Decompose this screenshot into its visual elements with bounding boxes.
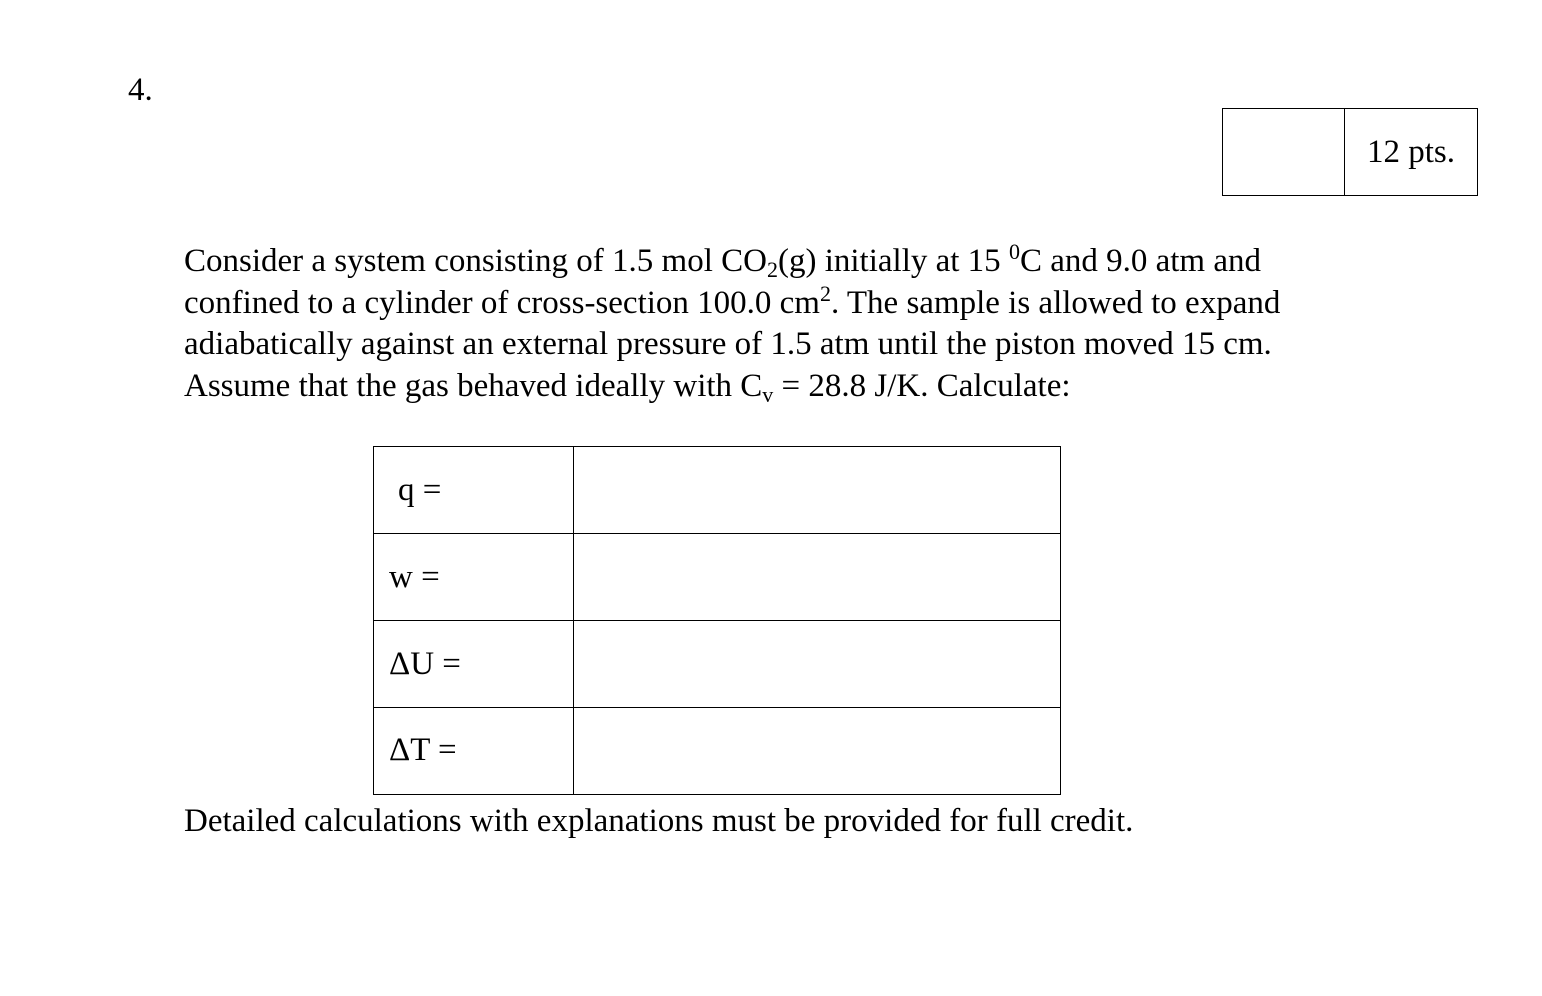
score-box bbox=[1222, 108, 1478, 196]
delta-t-answer-field[interactable] bbox=[574, 708, 1061, 795]
delta-t-label: ΔT = bbox=[374, 708, 574, 795]
instructions-note: Detailed calculations with explanations must be provided for full credit. bbox=[184, 803, 1134, 839]
problem-line-1: Consider a system consisting of 1.5 mol $CO_2(g)$ initially at 15 $^0$C and 9.0 atm and bbox=[184, 239, 1261, 282]
delta-u-answer-field[interactable] bbox=[574, 621, 1061, 708]
answer-table bbox=[373, 446, 1061, 795]
w-label: w = bbox=[374, 534, 574, 621]
problem-line-4: Assume that the gas behaved ideally with $C_v = 28.8$ J/K. Calculate: bbox=[184, 367, 1071, 407]
table-row bbox=[374, 534, 1061, 621]
table-row bbox=[374, 708, 1061, 795]
delta-u-label: ΔU = bbox=[374, 621, 574, 708]
q-answer-field[interactable] bbox=[574, 447, 1061, 534]
q-label: q = bbox=[374, 447, 574, 534]
problem-statement bbox=[184, 241, 1424, 407]
table-row bbox=[374, 621, 1061, 708]
problem-line-3: adiabatically against an external pressure of 1.5 atm until the piston moved 15 cm. bbox=[184, 326, 1272, 362]
question-number: 4. bbox=[128, 72, 153, 108]
w-answer-field[interactable] bbox=[574, 534, 1061, 621]
table-row bbox=[374, 447, 1061, 534]
points-label: 12 pts. bbox=[1366, 133, 1455, 170]
problem-line-2: confined to a cylinder of cross-section 100.0 $cm^2$. The sample is allowed to expand bbox=[184, 280, 1281, 321]
score-entry-field[interactable] bbox=[1223, 109, 1345, 195]
